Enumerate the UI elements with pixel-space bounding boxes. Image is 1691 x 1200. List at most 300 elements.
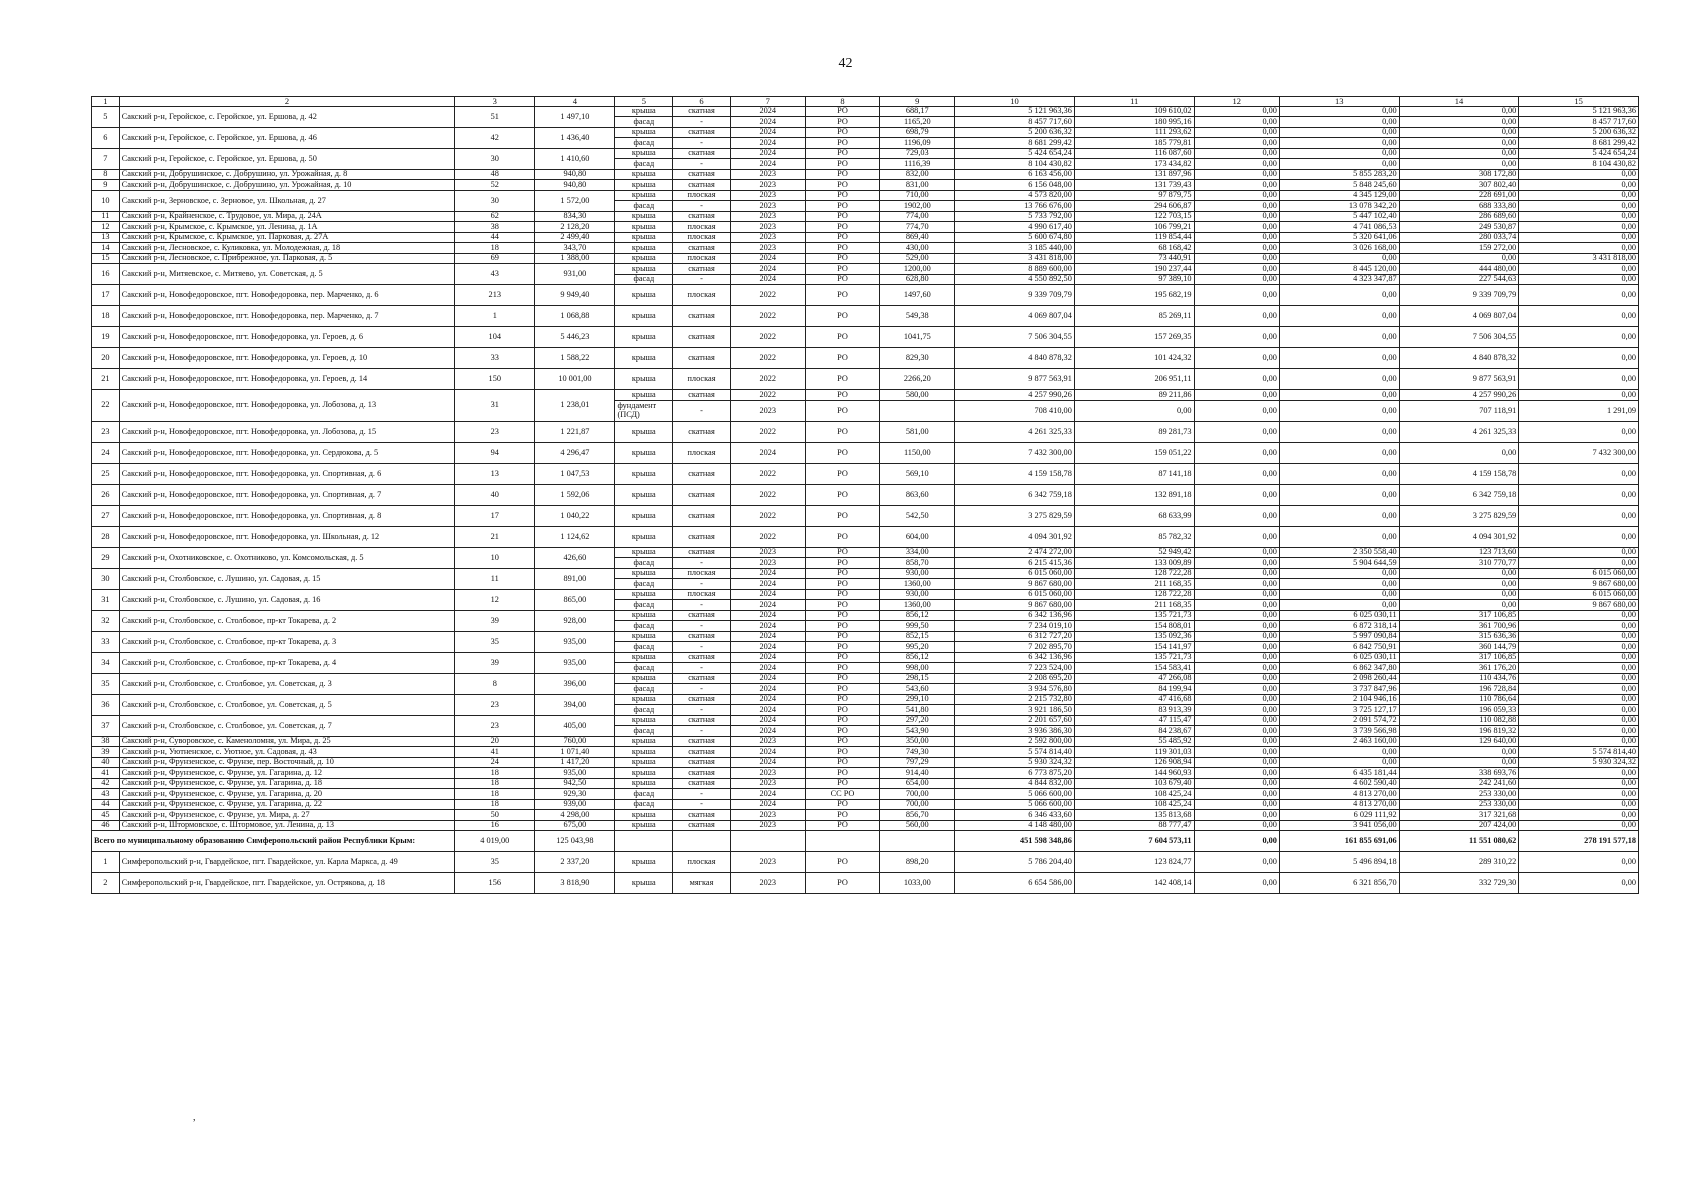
value-cell: крыша <box>615 243 673 254</box>
value-cell: 253 330,00 <box>1399 789 1519 800</box>
value-cell: 157 269,35 <box>1074 327 1194 348</box>
value-cell: 0,00 <box>1519 421 1639 442</box>
value-cell: крыша <box>615 778 673 789</box>
address-cell: Сакский р-н, Столбовское, с. Столбовое, пр-кт Токарева, д. 2 <box>119 610 454 631</box>
area-cell: 834,30 <box>535 211 615 222</box>
row-number: 12 <box>92 222 120 233</box>
value-cell: крыша <box>615 652 673 663</box>
value-cell: 852,15 <box>880 631 955 642</box>
value-cell: 87 141,18 <box>1074 463 1194 484</box>
value-cell: 6 025 030,11 <box>1279 610 1399 621</box>
value-cell: 5 121 963,36 <box>955 106 1075 117</box>
address-cell: Симферопольский р-н, Гвардейское, пгт. Гвардейское, ул. Карла Маркса, д. 49 <box>119 852 454 873</box>
value-cell: РО <box>805 463 880 484</box>
value-cell: 0,00 <box>1194 421 1279 442</box>
value-cell: фасад <box>615 159 673 170</box>
value-cell: 0,00 <box>1194 642 1279 653</box>
value-cell: крыша <box>615 589 673 600</box>
value-cell: 5 066 600,00 <box>955 789 1075 800</box>
area-cell: 1 436,40 <box>535 127 615 148</box>
value-cell: 6 342 759,18 <box>955 484 1075 505</box>
value-cell: 0,00 <box>1519 663 1639 674</box>
value-cell: 0,00 <box>1194 663 1279 674</box>
column-number-header: 5 <box>615 97 673 107</box>
area-cell: 760,00 <box>535 736 615 747</box>
count-cell: 35 <box>455 631 535 652</box>
value-cell: 196 059,33 <box>1399 705 1519 716</box>
value-cell: - <box>673 400 731 421</box>
value-cell: 0,00 <box>1194 243 1279 254</box>
area-cell: 928,00 <box>535 610 615 631</box>
value-cell: - <box>673 705 731 716</box>
value-cell: 549,38 <box>880 306 955 327</box>
value-cell: скатная <box>673 243 731 254</box>
value-cell: 211 168,35 <box>1074 600 1194 611</box>
value-cell: 0,00 <box>1399 600 1519 611</box>
area-cell: 2 337,20 <box>535 852 615 873</box>
value-cell: 0,00 <box>1194 673 1279 684</box>
value-cell: плоская <box>673 369 731 390</box>
address-cell: Сакский р-н, Столбовское, с. Столбовое, ул. Советская, д. 7 <box>119 715 454 736</box>
count-cell: 43 <box>455 264 535 285</box>
value-cell: 2022 <box>730 421 805 442</box>
value-cell: 797,29 <box>880 757 955 768</box>
value-cell: 0,00 <box>1519 694 1639 705</box>
count-cell: 40 <box>455 484 535 505</box>
value-cell: крыша <box>615 306 673 327</box>
value-cell: 2023 <box>730 190 805 201</box>
value-cell: 0,00 <box>1194 768 1279 779</box>
area-cell: 2 128,20 <box>535 222 615 233</box>
value-cell: 0,00 <box>1279 369 1399 390</box>
value-cell: 0,00 <box>1279 757 1399 768</box>
value-cell: 1196,09 <box>880 138 955 149</box>
value-cell: 196 728,84 <box>1399 684 1519 695</box>
value-cell: РО <box>805 852 880 873</box>
area-cell: 931,00 <box>535 264 615 285</box>
column-number-header: 4 <box>535 97 615 107</box>
value-cell: 133 009,89 <box>1074 558 1194 569</box>
address-cell: Сакский р-н, Крымское, с. Крымское, ул. Парковая, д. 27А <box>119 232 454 243</box>
value-cell: 707 118,91 <box>1399 400 1519 421</box>
value-cell: 0,00 <box>1279 400 1399 421</box>
value-cell: РО <box>805 579 880 590</box>
row-number: 43 <box>92 789 120 800</box>
address-cell: Сакский р-н, Столбовское, с. Столбовое, ул. Советская, д. 3 <box>119 673 454 694</box>
row-number: 24 <box>92 442 120 463</box>
address-cell: Сакский р-н, Новофедоровское, пгт. Новофедоровка, ул. Лобозова, д. 13 <box>119 390 454 422</box>
value-cell: 2022 <box>730 369 805 390</box>
value-cell: 286 689,60 <box>1399 211 1519 222</box>
area-cell: 675,00 <box>535 820 615 831</box>
value-cell: - <box>673 274 731 285</box>
value-cell: 135 721,73 <box>1074 610 1194 621</box>
value-cell: крыша <box>615 222 673 233</box>
table-row <box>92 799 1639 810</box>
value-cell: 5 930 324,32 <box>955 757 1075 768</box>
count-cell: 30 <box>455 148 535 169</box>
address-cell: Сакский р-н, Новофедоровское, пгт. Новофедоровка, ул. Спортивная, д. 6 <box>119 463 454 484</box>
row-number: 10 <box>92 190 120 211</box>
value-cell: 294 606,87 <box>1074 201 1194 212</box>
value-cell: 6 215 415,36 <box>955 558 1075 569</box>
area-cell: 1 417,20 <box>535 757 615 768</box>
value-cell: 4 840 878,32 <box>955 348 1075 369</box>
value-cell: 119 301,03 <box>1074 747 1194 758</box>
value-cell: РО <box>805 421 880 442</box>
value-cell: РО <box>805 600 880 611</box>
value-cell: 2022 <box>730 348 805 369</box>
value-cell: 8 889 600,00 <box>955 264 1075 275</box>
area-cell: 394,00 <box>535 694 615 715</box>
table-row <box>92 232 1639 243</box>
value-cell: плоская <box>673 253 731 264</box>
value-cell: 111 293,62 <box>1074 127 1194 138</box>
row-number: 5 <box>92 106 120 127</box>
value-cell: крыша <box>615 463 673 484</box>
value-cell: скатная <box>673 547 731 558</box>
value-cell: 68 168,42 <box>1074 243 1194 254</box>
value-cell: 2024 <box>730 442 805 463</box>
value-cell: 4 990 617,40 <box>955 222 1075 233</box>
address-cell: Сакский р-н, Новофедоровское, пгт. Новофедоровка, ул. Спортивная, д. 8 <box>119 505 454 526</box>
value-cell: 2022 <box>730 526 805 547</box>
address-cell: Сакский р-н, Новофедоровское, пгт. Новофедоровка, ул. Героев, д. 10 <box>119 348 454 369</box>
value-cell: 85 782,32 <box>1074 526 1194 547</box>
table-row <box>92 852 1639 873</box>
value-cell: 0,00 <box>1399 117 1519 128</box>
value-cell: 52 949,42 <box>1074 547 1194 558</box>
value-cell: 0,00 <box>1279 421 1399 442</box>
count-cell: 41 <box>455 747 535 758</box>
row-number: 44 <box>92 799 120 810</box>
empty-cell <box>615 831 673 852</box>
table-row <box>92 768 1639 779</box>
value-cell: РО <box>805 117 880 128</box>
value-cell: скатная <box>673 768 731 779</box>
count-cell: 11 <box>455 568 535 589</box>
value-cell: 0,00 <box>1194 778 1279 789</box>
count-cell: 10 <box>455 547 535 568</box>
count-cell: 20 <box>455 736 535 747</box>
value-cell: 4 159 158,78 <box>1399 463 1519 484</box>
value-cell: крыша <box>615 106 673 117</box>
value-cell: 729,03 <box>880 148 955 159</box>
value-cell: - <box>673 579 731 590</box>
count-cell: 17 <box>455 505 535 526</box>
count-cell: 38 <box>455 222 535 233</box>
value-cell: 4 573 820,00 <box>955 190 1075 201</box>
value-cell: 700,00 <box>880 789 955 800</box>
total-value: 278 191 577,18 <box>1519 831 1639 852</box>
value-cell: фасад <box>615 726 673 737</box>
value-cell: скатная <box>673 820 731 831</box>
row-number: 11 <box>92 211 120 222</box>
row-number: 7 <box>92 148 120 169</box>
address-cell: Сакский р-н, Добрушинское, с. Добрушино, ул. Урожайная, д. 8 <box>119 169 454 180</box>
row-number: 37 <box>92 715 120 736</box>
value-cell: 560,00 <box>880 820 955 831</box>
value-cell: плоская <box>673 852 731 873</box>
table-row <box>92 190 1639 201</box>
value-cell: 688,17 <box>880 106 955 117</box>
value-cell: 129 640,00 <box>1399 736 1519 747</box>
value-cell: 0,00 <box>1194 705 1279 716</box>
value-cell: 5 496 894,18 <box>1279 852 1399 873</box>
value-cell: скатная <box>673 778 731 789</box>
value-cell: - <box>673 201 731 212</box>
value-cell: 0,00 <box>1519 232 1639 243</box>
table-row <box>92 222 1639 233</box>
row-number: 2 <box>92 873 120 894</box>
value-cell: крыша <box>615 127 673 138</box>
value-cell: 0,00 <box>1399 589 1519 600</box>
value-cell: 317 321,68 <box>1399 810 1519 821</box>
value-cell: 0,00 <box>1519 180 1639 191</box>
row-number: 27 <box>92 505 120 526</box>
address-cell: Сакский р-н, Лесновское, с. Куликовка, ул. Молодежная, д. 18 <box>119 243 454 254</box>
table-row <box>92 652 1639 663</box>
value-cell: 774,70 <box>880 222 955 233</box>
value-cell: - <box>673 117 731 128</box>
value-cell: 0,00 <box>1279 253 1399 264</box>
value-cell: 55 485,92 <box>1074 736 1194 747</box>
value-cell: крыша <box>615 484 673 505</box>
value-cell: 5 447 102,40 <box>1279 211 1399 222</box>
table-row <box>92 505 1639 526</box>
value-cell: крыша <box>615 211 673 222</box>
value-cell: скатная <box>673 652 731 663</box>
value-cell: 2024 <box>730 684 805 695</box>
value-cell: 0,00 <box>1194 400 1279 421</box>
value-cell: 2 474 272,00 <box>955 547 1075 558</box>
value-cell: 4 257 990,26 <box>955 390 1075 401</box>
value-cell: 5 200 636,32 <box>1519 127 1639 138</box>
value-cell: скатная <box>673 327 731 348</box>
value-cell: 8 457 717,60 <box>1519 117 1639 128</box>
value-cell: 1 291,09 <box>1519 400 1639 421</box>
value-cell: 6 342 136,96 <box>955 652 1075 663</box>
value-cell: 3 275 829,59 <box>955 505 1075 526</box>
address-cell: Сакский р-н, Фрунзенское, с. Фрунзе, ул. Гагарина, д. 18 <box>119 778 454 789</box>
value-cell: РО <box>805 589 880 600</box>
value-cell: 142 408,14 <box>1074 873 1194 894</box>
value-cell: 0,00 <box>1194 589 1279 600</box>
table-row <box>92 127 1639 138</box>
value-cell: 154 141,97 <box>1074 642 1194 653</box>
value-cell: 2022 <box>730 505 805 526</box>
value-cell: РО <box>805 253 880 264</box>
value-cell: 0,00 <box>1519 327 1639 348</box>
value-cell: скатная <box>673 306 731 327</box>
value-cell: 297,20 <box>880 715 955 726</box>
value-cell: 6 321 856,70 <box>1279 873 1399 894</box>
value-cell: 338 693,76 <box>1399 768 1519 779</box>
value-cell: 0,00 <box>1194 820 1279 831</box>
value-cell: 0,00 <box>1519 673 1639 684</box>
value-cell: РО <box>805 810 880 821</box>
value-cell: 542,50 <box>880 505 955 526</box>
value-cell: 0,00 <box>1519 526 1639 547</box>
value-cell: скатная <box>673 421 731 442</box>
count-cell: 39 <box>455 610 535 631</box>
value-cell: крыша <box>615 610 673 621</box>
value-cell: - <box>673 558 731 569</box>
value-cell: крыша <box>615 810 673 821</box>
stray-mark: , <box>193 1112 196 1123</box>
value-cell: 0,00 <box>1279 106 1399 117</box>
value-cell: 580,00 <box>880 390 955 401</box>
value-cell: - <box>673 799 731 810</box>
value-cell: 543,60 <box>880 684 955 695</box>
value-cell: 3 921 186,50 <box>955 705 1075 716</box>
value-cell: 0,00 <box>1194 348 1279 369</box>
row-number: 13 <box>92 232 120 243</box>
total-value: 11 551 080,62 <box>1399 831 1519 852</box>
value-cell: 2024 <box>730 610 805 621</box>
value-cell: фасад <box>615 117 673 128</box>
row-number: 25 <box>92 463 120 484</box>
count-cell: 24 <box>455 757 535 768</box>
value-cell: РО <box>805 747 880 758</box>
value-cell: крыша <box>615 190 673 201</box>
value-cell: 101 424,32 <box>1074 348 1194 369</box>
value-cell: 6 342 759,18 <box>1399 484 1519 505</box>
area-cell: 426,60 <box>535 547 615 568</box>
address-cell: Сакский р-н, Зерновское, с. Зерновое, ул. Школьная, д. 27 <box>119 190 454 211</box>
value-cell: крыша <box>615 421 673 442</box>
row-number: 17 <box>92 285 120 306</box>
count-cell: 39 <box>455 652 535 673</box>
value-cell: крыша <box>615 369 673 390</box>
table-row <box>92 526 1639 547</box>
value-cell: 88 777,47 <box>1074 820 1194 831</box>
value-cell: 6 862 347,80 <box>1279 663 1399 674</box>
value-cell: 0,00 <box>1194 558 1279 569</box>
value-cell: 84 238,67 <box>1074 726 1194 737</box>
value-cell: 13 766 676,00 <box>955 201 1075 212</box>
value-cell: РО <box>805 484 880 505</box>
table-row <box>92 810 1639 821</box>
value-cell: 97 389,10 <box>1074 274 1194 285</box>
value-cell: 0,00 <box>1279 463 1399 484</box>
value-cell: 110 786,64 <box>1399 694 1519 705</box>
value-cell: - <box>673 138 731 149</box>
area-cell: 396,00 <box>535 673 615 694</box>
total-count: 4 019,00 <box>455 831 535 852</box>
value-cell: 4 550 892,50 <box>955 274 1075 285</box>
value-cell: 2023 <box>730 558 805 569</box>
value-cell: 5 424 654,24 <box>1519 148 1639 159</box>
value-cell: - <box>673 642 731 653</box>
value-cell: 83 913,39 <box>1074 705 1194 716</box>
value-cell: 0,00 <box>1279 390 1399 401</box>
table-row <box>92 180 1639 191</box>
value-cell: 930,00 <box>880 568 955 579</box>
total-row <box>92 831 1639 852</box>
value-cell: 0,00 <box>1279 589 1399 600</box>
value-cell: 0,00 <box>1279 148 1399 159</box>
housing-repair-registry-table <box>91 96 1639 894</box>
table-row <box>92 820 1639 831</box>
value-cell: 0,00 <box>1519 201 1639 212</box>
value-cell: 0,00 <box>1519 547 1639 558</box>
count-cell: 12 <box>455 589 535 610</box>
value-cell: РО <box>805 348 880 369</box>
value-cell: 8 445 120,00 <box>1279 264 1399 275</box>
value-cell: РО <box>805 673 880 684</box>
value-cell: 6 872 318,14 <box>1279 621 1399 632</box>
value-cell: 195 682,19 <box>1074 285 1194 306</box>
area-cell: 1 388,00 <box>535 253 615 264</box>
value-cell: 47 416,68 <box>1074 694 1194 705</box>
value-cell: 710,00 <box>880 190 955 201</box>
value-cell: 2024 <box>730 253 805 264</box>
value-cell: СС РО <box>805 789 880 800</box>
value-cell: 360 144,79 <box>1399 642 1519 653</box>
value-cell: 2023 <box>730 852 805 873</box>
table-row <box>92 285 1639 306</box>
table-row <box>92 421 1639 442</box>
area-cell: 5 446,23 <box>535 327 615 348</box>
value-cell: 430,00 <box>880 243 955 254</box>
value-cell: крыша <box>615 747 673 758</box>
value-cell: 0,00 <box>1194 715 1279 726</box>
value-cell: 310 770,77 <box>1399 558 1519 569</box>
value-cell: 190 237,44 <box>1074 264 1194 275</box>
value-cell: фасад <box>615 558 673 569</box>
value-cell: 0,00 <box>1279 138 1399 149</box>
value-cell: 0,00 <box>1399 138 1519 149</box>
value-cell: 109 610,02 <box>1074 106 1194 117</box>
value-cell: РО <box>805 327 880 348</box>
value-cell: 2022 <box>730 390 805 401</box>
header-row <box>92 97 1639 107</box>
value-cell <box>880 400 955 421</box>
value-cell: 2 463 160,00 <box>1279 736 1399 747</box>
column-number-header: 7 <box>730 97 805 107</box>
row-number: 32 <box>92 610 120 631</box>
value-cell: скатная <box>673 610 731 621</box>
area-cell: 1 497,10 <box>535 106 615 127</box>
value-cell: 5 200 636,32 <box>955 127 1075 138</box>
value-cell: фасад <box>615 663 673 674</box>
value-cell: 999,50 <box>880 621 955 632</box>
count-cell: 44 <box>455 232 535 243</box>
area-cell: 3 818,90 <box>535 873 615 894</box>
value-cell: РО <box>805 726 880 737</box>
value-cell: 0,00 <box>1194 568 1279 579</box>
value-cell: 749,30 <box>880 747 955 758</box>
column-number-header: 13 <box>1279 97 1399 107</box>
row-number: 14 <box>92 243 120 254</box>
table-row <box>92 369 1639 390</box>
value-cell: 0,00 <box>1279 568 1399 579</box>
value-cell: крыша <box>615 253 673 264</box>
value-cell: 2 592 800,00 <box>955 736 1075 747</box>
value-cell: фасад <box>615 579 673 590</box>
value-cell: 2022 <box>730 484 805 505</box>
value-cell: 2024 <box>730 799 805 810</box>
value-cell: 0,00 <box>1399 568 1519 579</box>
value-cell: РО <box>805 127 880 138</box>
value-cell: 4 069 807,04 <box>1399 306 1519 327</box>
value-cell: 0,00 <box>1519 778 1639 789</box>
value-cell: 0,00 <box>1519 820 1639 831</box>
value-cell: РО <box>805 106 880 117</box>
value-cell: фасад <box>615 799 673 810</box>
value-cell: - <box>673 789 731 800</box>
